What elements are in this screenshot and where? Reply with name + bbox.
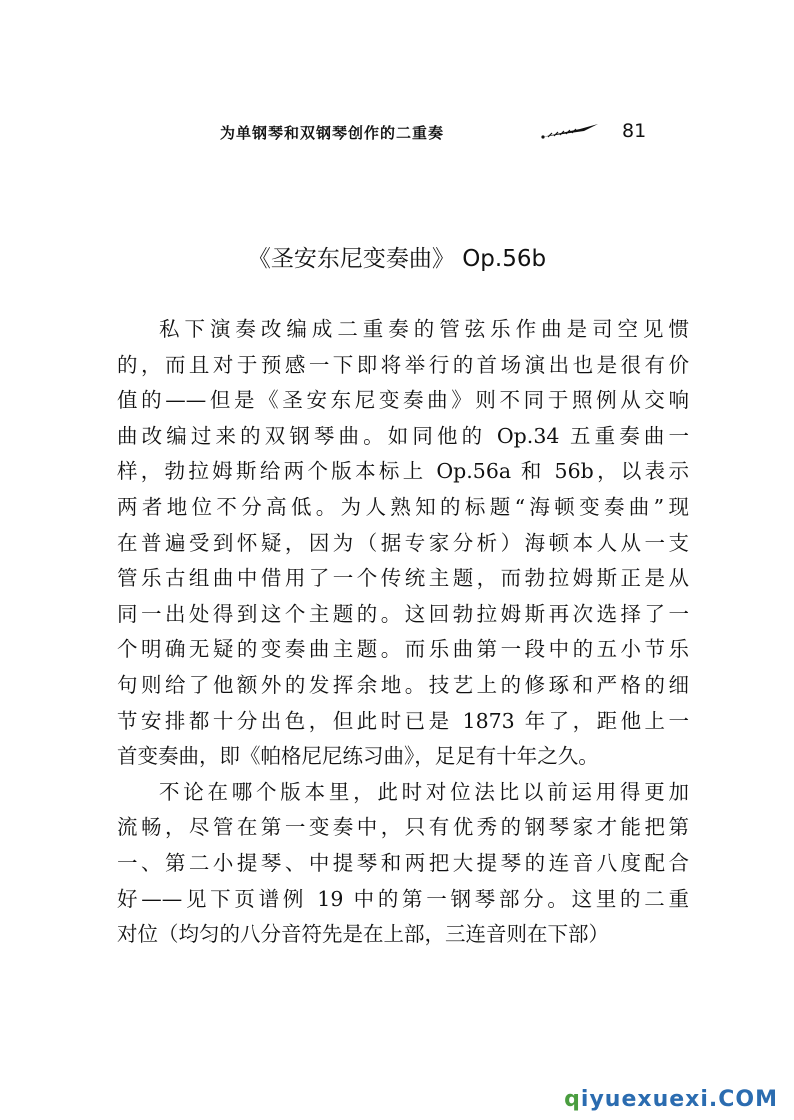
paragraph-1-line: 两者地位不分高低。为人熟知的标题“海顿变奏曲”现 — [117, 494, 689, 519]
paragraph-1-line: 节安排都十分出色，但此时已是 1873 年了，距他上一 — [117, 708, 689, 733]
running-header — [220, 118, 647, 148]
paragraph-1-line: 曲改编过来的双钢琴曲。如同他的 Op.34 五重奏曲一 — [117, 423, 689, 448]
opus-number: Op.56b — [462, 246, 547, 272]
paragraph-1-line: 的，而且对于预感一下即将举行的首场演出也是很有价 — [117, 352, 689, 377]
running-title: 为单钢琴和双钢琴创作的二重奏 — [220, 124, 445, 142]
paragraph-1-line: 管乐古组曲中借用了一个传统主题，而勃拉姆斯正是从 — [117, 566, 689, 591]
paragraph-1-line: 私下演奏改编成二重奏的管弦乐作曲是司空见惯 — [159, 317, 689, 341]
page-number: 81 — [622, 120, 647, 142]
watermark-brand: qiyuexuexi.COM — [564, 1087, 778, 1112]
body-text — [117, 312, 689, 953]
paragraph-2-line: 好——见下页谱例 19 中的第一钢琴部分。这里的二重 — [117, 886, 689, 911]
paragraph-1-line: 首变奏曲，即《帕格尼尼练习曲》，足足有十年之久。 — [117, 744, 599, 769]
paragraph-2-line: 一、第二小提琴、中提琴和两把大提琴的连音八度配合 — [117, 850, 689, 875]
paragraph-1-line: 值的——但是《圣安东尼变奏曲》则不同于照例从交响 — [117, 388, 689, 413]
paragraph-1-line: 样，勃拉姆斯给两个版本标上 Op.56a 和 56b，以表示 — [117, 459, 689, 484]
paragraph-2-line: 不论在哪个版本里，此时对位法比以前运用得更加 — [159, 779, 689, 804]
paragraph-1-line: 个明确无疑的变奏曲主题。而乐曲第一段中的五小节乐 — [117, 637, 689, 662]
section-title-text: 《圣安东尼变奏曲》 — [247, 246, 455, 272]
site-watermark — [564, 1087, 778, 1112]
paragraph-1-line: 同一出处得到这个主题的。这回勃拉姆斯再次选择了一 — [117, 601, 689, 626]
section-title — [0, 240, 794, 273]
paragraph-1-line: 在普遍受到怀疑，因为（据专家分析）海顿本人从一支 — [117, 530, 689, 555]
paragraph-2-line: 流畅，尽管在第一变奏中，只有优秀的钢琴家才能把第 — [117, 815, 689, 840]
feather-ornament-icon — [540, 122, 600, 140]
paragraph-2-line: 对位（均匀的八分音符先是在上部，三连音则在下部） — [117, 922, 609, 947]
paragraph-1-line: 句则给了他额外的发挥余地。技艺上的修琢和严格的细 — [117, 672, 689, 697]
